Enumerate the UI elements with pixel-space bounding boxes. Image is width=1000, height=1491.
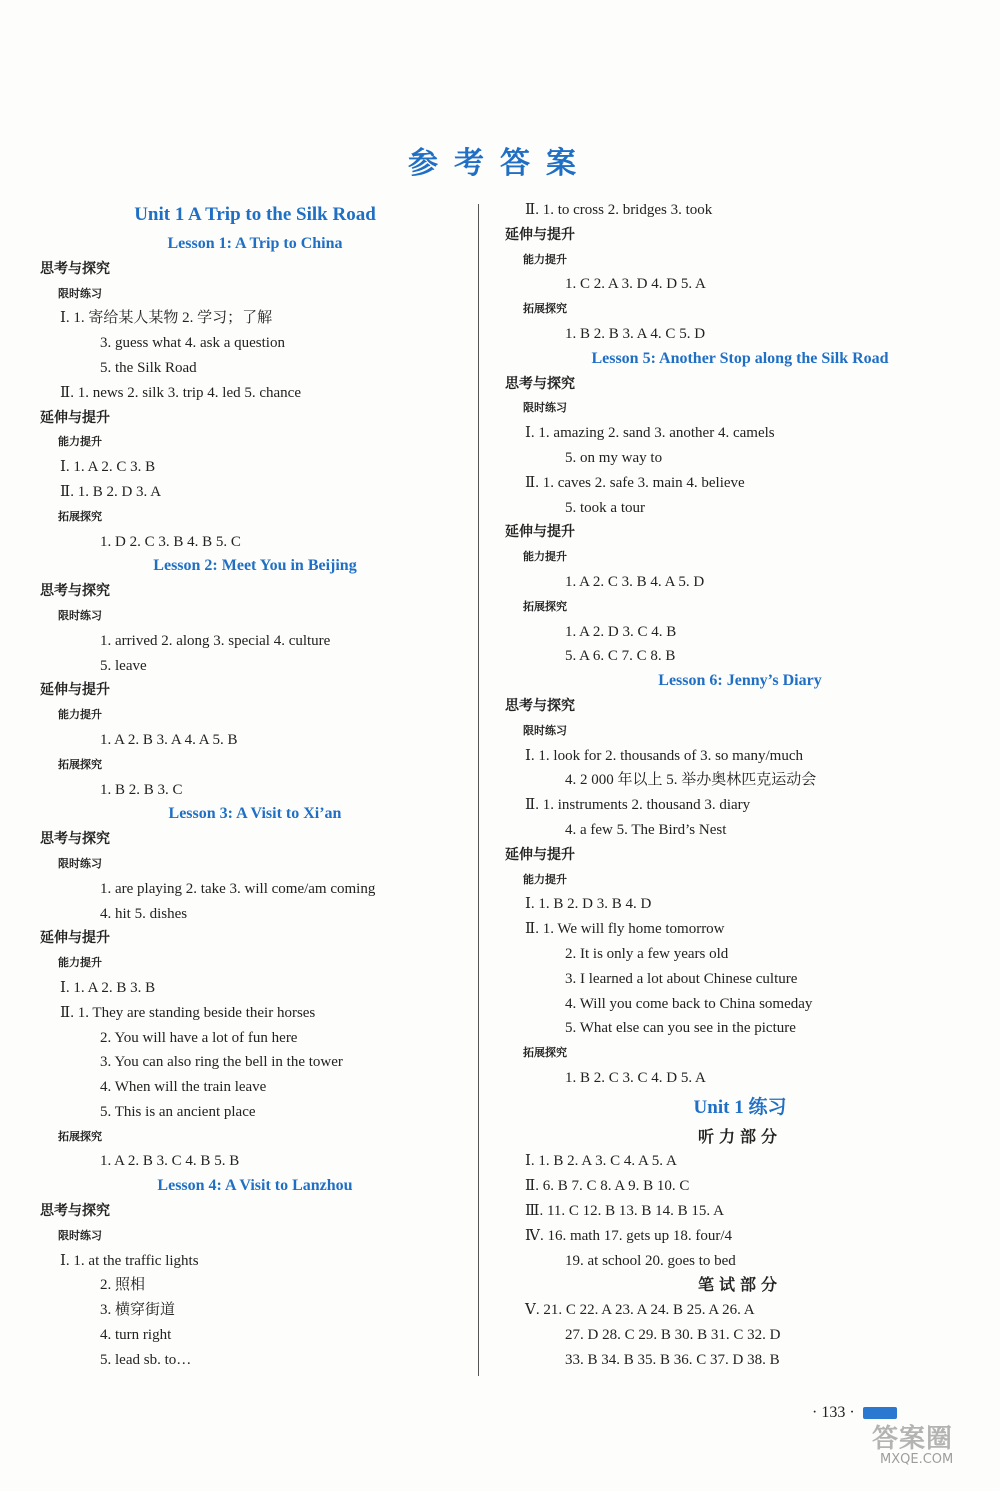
- answer-line: 3. I learned a lot about Chinese culture: [565, 970, 798, 987]
- answer-line: Ⅰ. 1. A 2. B 3. B: [60, 979, 156, 996]
- answer-line: 5. A 6. C 7. C 8. B: [565, 648, 676, 665]
- subsection-label: 限时练习: [58, 856, 102, 870]
- answer-line: 5. leave: [100, 657, 147, 674]
- part-heading: 听力部分: [697, 1126, 782, 1146]
- answer-line: 2. You will have a lot of fun here: [100, 1029, 298, 1046]
- section-heading: 延伸与提升: [40, 682, 110, 699]
- answer-line: 1. D 2. C 3. B 4. B 5. C: [100, 533, 241, 550]
- section-heading: 思考与探究: [505, 697, 575, 714]
- section-heading: 延伸与提升: [505, 226, 575, 243]
- unit-heading: Unit 1 A Trip to the Silk Road: [134, 204, 376, 225]
- answer-line: Ⅳ. 16. math 17. gets up 18. four/4: [525, 1227, 733, 1244]
- answer-line: 5. on my way to: [565, 449, 663, 466]
- page-title: 参考答案: [408, 146, 592, 181]
- lesson-heading: Lesson 2: Meet You in Beijing: [153, 557, 357, 575]
- answer-line: 1. B 2. B 3. A 4. C 5. D: [565, 325, 706, 342]
- section-heading: 延伸与提升: [40, 409, 110, 426]
- lesson-heading: Lesson 3: A Visit to Xi’an: [168, 805, 342, 823]
- section-heading: 延伸与提升: [505, 846, 575, 863]
- answer-line: Ⅰ. 1. B 2. D 3. B 4. D: [525, 896, 652, 913]
- right-column: [505, 198, 975, 1373]
- answer-line: 1. are playing 2. take 3. will come/am coming: [100, 880, 376, 897]
- answer-line: Ⅲ. 11. C 12. B 13. B 14. B 15. A: [525, 1203, 724, 1220]
- answer-line: Ⅴ. 21. C 22. A 23. A 24. B 25. A 26. A: [525, 1302, 755, 1319]
- answer-line: Ⅱ. 6. B 7. C 8. A 9. B 10. C: [525, 1178, 690, 1195]
- section-heading: 思考与探究: [40, 1203, 110, 1220]
- answer-line: 5. What else can you see in the picture: [565, 1020, 796, 1037]
- answer-line: 19. at school 20. goes to bed: [565, 1252, 736, 1269]
- subsection-label: 限时练习: [523, 723, 567, 737]
- subsection-label: 拓展探究: [58, 509, 102, 523]
- subsection-label: 拓展探究: [58, 757, 102, 771]
- answer-line: 1. B 2. B 3. C: [100, 781, 183, 798]
- answer-line: 27. D 28. C 29. B 30. B 31. C 32. D: [565, 1327, 781, 1344]
- subsection-label: 能力提升: [58, 435, 102, 449]
- answer-line: 5. took a tour: [565, 499, 645, 516]
- left-column: [40, 198, 470, 1373]
- answer-line: 33. B 34. B 35. B 36. C 37. D 38. B: [565, 1351, 780, 1368]
- subsection-label: 限时练习: [58, 1228, 102, 1242]
- answer-line: Ⅰ. 1. B 2. A 3. C 4. A 5. A: [525, 1153, 677, 1170]
- subsection-label: 能力提升: [523, 252, 567, 266]
- answer-line: 1. arrived 2. along 3. special 4. culture: [100, 632, 331, 649]
- subsection-label: 能力提升: [523, 872, 567, 886]
- page-number-text: · 133 ·: [812, 1404, 855, 1421]
- answer-line: Ⅰ. 1. A 2. C 3. B: [60, 459, 156, 476]
- answer-line: 4. Will you come back to China someday: [565, 995, 813, 1012]
- subsection-label: 拓展探究: [523, 302, 567, 316]
- subsection-label: 能力提升: [523, 550, 567, 564]
- answer-line: 1. C 2. A 3. D 4. D 5. A: [565, 276, 706, 293]
- answer-line: Ⅱ. 1. They are standing beside their horses: [60, 1004, 316, 1021]
- answer-line: Ⅱ. 1. caves 2. safe 3. main 4. believe: [525, 474, 745, 491]
- section-heading: 思考与探究: [40, 583, 110, 600]
- section-heading: 思考与探究: [40, 831, 110, 848]
- lesson-heading: Lesson 6: Jenny’s Diary: [658, 672, 822, 690]
- answer-line: 5. lead sb. to…: [100, 1351, 192, 1368]
- answer-line: 5. the Silk Road: [100, 359, 197, 376]
- answer-line: 5. This is an ancient place: [100, 1103, 256, 1120]
- answer-line: Ⅱ. 1. to cross 2. bridges 3. took: [525, 202, 713, 218]
- section-heading: 延伸与提升: [505, 524, 575, 541]
- lesson-heading: Lesson 4: A Visit to Lanzhou: [157, 1177, 353, 1195]
- answer-line: 4. a few 5. The Bird’s Nest: [565, 821, 727, 838]
- subsection-label: 限时练习: [58, 608, 102, 622]
- answer-line: 1. B 2. C 3. C 4. D 5. A: [565, 1069, 706, 1086]
- column-divider: [478, 204, 479, 1376]
- unit-heading: Unit 1 练习: [693, 1096, 787, 1118]
- subsection-label: 拓展探究: [58, 1129, 102, 1143]
- answer-line: 4. hit 5. dishes: [100, 905, 188, 922]
- answer-line: 2. It is only a few years old: [565, 945, 729, 962]
- answer-line: 1. A 2. C 3. B 4. A 5. D: [565, 573, 705, 590]
- answer-line: Ⅰ. 1. amazing 2. sand 3. another 4. camels: [525, 425, 775, 442]
- answer-line: 2. 照相: [100, 1277, 146, 1294]
- answer-line: 4. turn right: [100, 1327, 172, 1344]
- answer-line: Ⅰ. 1. at the traffic lights: [60, 1252, 199, 1269]
- answer-line: 1. A 2. B 3. C 4. B 5. B: [100, 1153, 240, 1170]
- subsection-label: 限时练习: [523, 401, 567, 415]
- answer-line: 1. A 2. B 3. A 4. A 5. B: [100, 731, 238, 748]
- answer-line: Ⅱ. 1. instruments 2. thousand 3. diary: [525, 797, 751, 814]
- part-heading: 笔试部分: [697, 1275, 782, 1295]
- answer-line: 3. You can also ring the bell in the tower: [100, 1054, 343, 1071]
- subsection-label: 拓展探究: [523, 599, 567, 613]
- lesson-heading: Lesson 1: A Trip to China: [167, 235, 343, 252]
- answer-line: 1. A 2. D 3. C 4. B: [565, 623, 677, 640]
- answer-line: 4. When will the train leave: [100, 1079, 267, 1096]
- answer-line: 3. 横穿街道: [100, 1302, 176, 1319]
- answer-line: Ⅰ. 1. look for 2. thousands of 3. so many/much: [525, 747, 803, 764]
- watermark-logo: 答案圈: [872, 1424, 954, 1454]
- answer-line: 3. guess what 4. ask a question: [100, 335, 285, 352]
- section-heading: 延伸与提升: [40, 930, 110, 947]
- watermark-url: MXQE.COM: [880, 1452, 954, 1467]
- answer-line: Ⅱ. 1. B 2. D 3. A: [60, 483, 162, 500]
- lesson-heading: Lesson 5: Another Stop along the Silk Road: [591, 349, 889, 367]
- answer-line: Ⅰ. 1. 寄给某人某物 2. 学习；了解: [60, 310, 273, 327]
- answer-line: Ⅱ. 1. news 2. silk 3. trip 4. led 5. chance: [60, 384, 301, 401]
- answer-line: Ⅱ. 1. We will fly home tomorrow: [525, 921, 725, 938]
- answer-line: 4. 2 000 年以上 5. 举办奥林匹克运动会: [565, 772, 817, 789]
- subsection-label: 能力提升: [58, 956, 102, 970]
- subsection-label: 限时练习: [58, 286, 102, 300]
- subsection-label: 拓展探究: [523, 1046, 567, 1060]
- subsection-label: 能力提升: [58, 708, 102, 722]
- section-heading: 思考与探究: [505, 375, 575, 392]
- section-heading: 思考与探究: [40, 260, 110, 277]
